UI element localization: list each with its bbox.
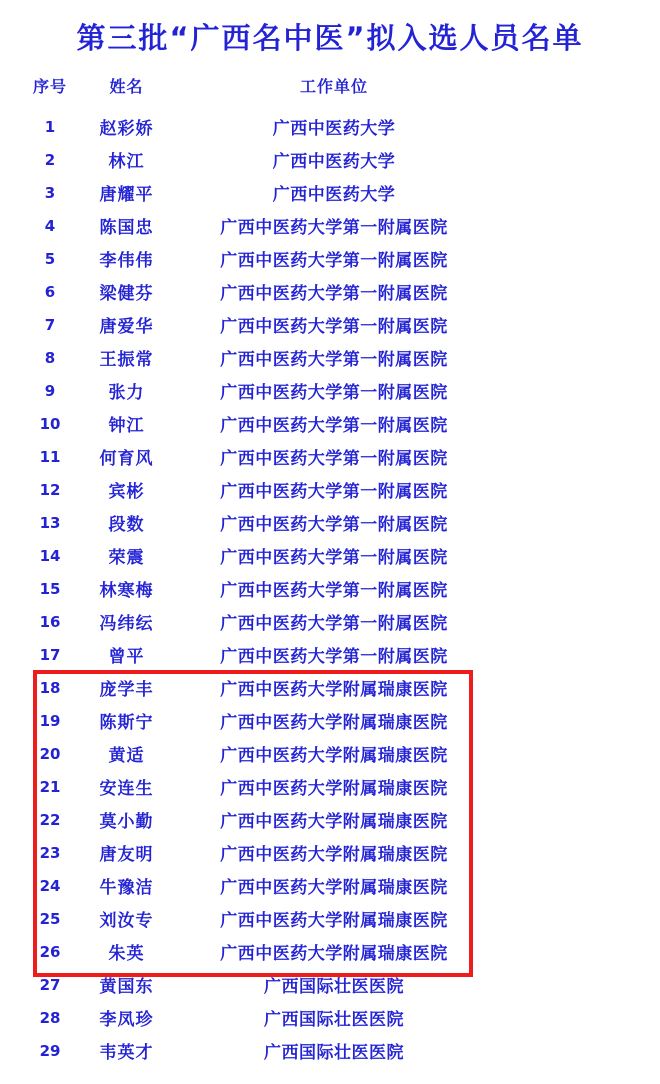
row-unit: 广西中医药大学第一附属医院: [220, 350, 448, 370]
row-seq: 25: [39, 909, 61, 928]
row-seq: 29: [39, 1041, 61, 1060]
row-seq: 27: [39, 975, 61, 994]
header-unit: 工作单位: [299, 76, 368, 96]
row-name: 何育风: [99, 449, 154, 469]
row-seq: 2: [44, 150, 56, 169]
row-seq: 14: [39, 546, 61, 565]
row-unit: 广西中医药大学: [272, 119, 396, 139]
table-row: [0, 803, 635, 836]
row-name: 李凤珍: [99, 1010, 154, 1030]
row-unit: 广西中医药大学附属瑞康医院: [220, 779, 448, 799]
row-name: 曾平: [108, 647, 145, 667]
row-name: 陈国忠: [99, 218, 154, 238]
row-name: 黄适: [108, 746, 145, 766]
row-unit: 广西中医药大学第一附属医院: [220, 581, 448, 601]
table-row: [0, 242, 635, 275]
table-row: [0, 473, 635, 506]
row-name: 唐友明: [99, 845, 154, 865]
row-unit: 广西中医药大学附属瑞康医院: [220, 911, 448, 931]
table-row: [0, 176, 635, 209]
row-seq: 20: [39, 744, 61, 763]
header-seq: 序号: [32, 76, 67, 96]
row-seq: 10: [39, 414, 61, 433]
row-name: 黄国东: [99, 977, 154, 997]
row-unit: 广西中医药大学第一附属医院: [220, 416, 448, 436]
row-unit: 广西中医药大学第一附属医院: [220, 647, 448, 667]
row-name: 庞学丰: [99, 680, 154, 700]
table-row: [0, 539, 635, 572]
table-row: [0, 902, 635, 935]
table-row: [0, 770, 635, 803]
row-unit: 广西中医药大学第一附属医院: [220, 284, 448, 304]
table-header: [0, 72, 660, 98]
table-row: [0, 737, 635, 770]
row-seq: 18: [39, 678, 61, 697]
row-name: 钟江: [108, 416, 145, 436]
row-unit: 广西中医药大学第一附属医院: [220, 482, 448, 502]
row-unit: 广西中医药大学第一附属医院: [220, 317, 448, 337]
row-seq: 23: [39, 843, 61, 862]
table-row: [0, 968, 635, 1001]
row-unit: 广西中医药大学第一附属医院: [220, 449, 448, 469]
row-name: 莫小勤: [99, 812, 154, 832]
table-row: [0, 1034, 635, 1067]
table-row: [0, 308, 635, 341]
row-name: 陈斯宁: [99, 713, 154, 733]
row-name: 段数: [108, 515, 145, 535]
header-name: 姓名: [109, 76, 144, 96]
table-body: [0, 110, 635, 1067]
page-title: 第三批“广西名中医”拟入选人员名单: [76, 21, 584, 55]
row-seq: 8: [44, 348, 56, 367]
row-unit: 广西中医药大学第一附属医院: [220, 548, 448, 568]
row-name: 安连生: [99, 779, 154, 799]
row-unit: 广西中医药大学: [272, 152, 396, 172]
table-row: [0, 638, 635, 671]
row-unit: 广西中医药大学: [272, 185, 396, 205]
table-row: [0, 836, 635, 869]
row-seq: 15: [39, 579, 61, 598]
table-row: [0, 605, 635, 638]
table-row: [0, 506, 635, 539]
table-row: [0, 671, 635, 704]
row-unit: 广西中医药大学第一附属医院: [220, 383, 448, 403]
row-name: 荣震: [108, 548, 145, 568]
table-row: [0, 275, 635, 308]
table-row: [0, 440, 635, 473]
row-unit: 广西国际壮医医院: [264, 977, 404, 997]
row-name: 冯纬纭: [99, 614, 154, 634]
row-seq: 17: [39, 645, 61, 664]
row-seq: 22: [39, 810, 61, 829]
row-unit: 广西中医药大学附属瑞康医院: [220, 878, 448, 898]
row-name: 唐耀平: [99, 185, 154, 205]
row-unit: 广西中医药大学附属瑞康医院: [220, 812, 448, 832]
row-unit: 广西中医药大学第一附属医院: [220, 218, 448, 238]
row-name: 韦英才: [99, 1043, 154, 1063]
row-name: 张力: [108, 383, 145, 403]
table-row: [0, 374, 635, 407]
table-row: [0, 407, 635, 440]
row-seq: 1: [44, 117, 56, 136]
table-row: [0, 1001, 635, 1034]
row-seq: 24: [39, 876, 61, 895]
row-unit: 广西国际壮医医院: [264, 1043, 404, 1063]
row-name: 王振常: [99, 350, 154, 370]
row-unit: 广西中医药大学第一附属医院: [220, 515, 448, 535]
row-name: 林江: [108, 152, 145, 172]
row-unit: 广西中医药大学第一附属医院: [220, 614, 448, 634]
row-name: 唐爱华: [99, 317, 154, 337]
row-name: 梁健芬: [99, 284, 154, 304]
table-row: [0, 143, 635, 176]
row-seq: 7: [44, 315, 56, 334]
row-name: 赵彩娇: [99, 119, 154, 139]
row-unit: 广西中医药大学第一附属医院: [220, 251, 448, 271]
row-seq: 3: [44, 183, 56, 202]
table-row: [0, 935, 635, 968]
table-row: [0, 341, 635, 374]
row-name: 宾彬: [108, 482, 145, 502]
table-row: [0, 869, 635, 902]
row-seq: 21: [39, 777, 61, 796]
table-row: [0, 110, 635, 143]
row-seq: 16: [39, 612, 61, 631]
row-unit: 广西中医药大学附属瑞康医院: [220, 746, 448, 766]
row-seq: 19: [39, 711, 61, 730]
row-unit: 广西中医药大学附属瑞康医院: [220, 845, 448, 865]
row-unit: 广西国际壮医医院: [264, 1010, 404, 1030]
row-seq: 9: [44, 381, 56, 400]
table-row: [0, 704, 635, 737]
row-unit: 广西中医药大学附属瑞康医院: [220, 944, 448, 964]
row-name: 牛豫洁: [99, 878, 154, 898]
row-seq: 6: [44, 282, 56, 301]
row-unit: 广西中医药大学附属瑞康医院: [220, 680, 448, 700]
row-seq: 5: [44, 249, 56, 268]
row-seq: 4: [44, 216, 56, 235]
row-seq: 26: [39, 942, 61, 961]
row-seq: 28: [39, 1008, 61, 1027]
table-row: [0, 572, 635, 605]
row-unit: 广西中医药大学附属瑞康医院: [220, 713, 448, 733]
row-name: 李伟伟: [99, 251, 154, 271]
row-name: 刘汝专: [99, 911, 154, 931]
row-name: 朱英: [108, 944, 145, 964]
table-row: [0, 209, 635, 242]
row-seq: 13: [39, 513, 61, 532]
row-seq: 12: [39, 480, 61, 499]
row-seq: 11: [39, 447, 61, 466]
row-name: 林寒梅: [99, 581, 154, 601]
